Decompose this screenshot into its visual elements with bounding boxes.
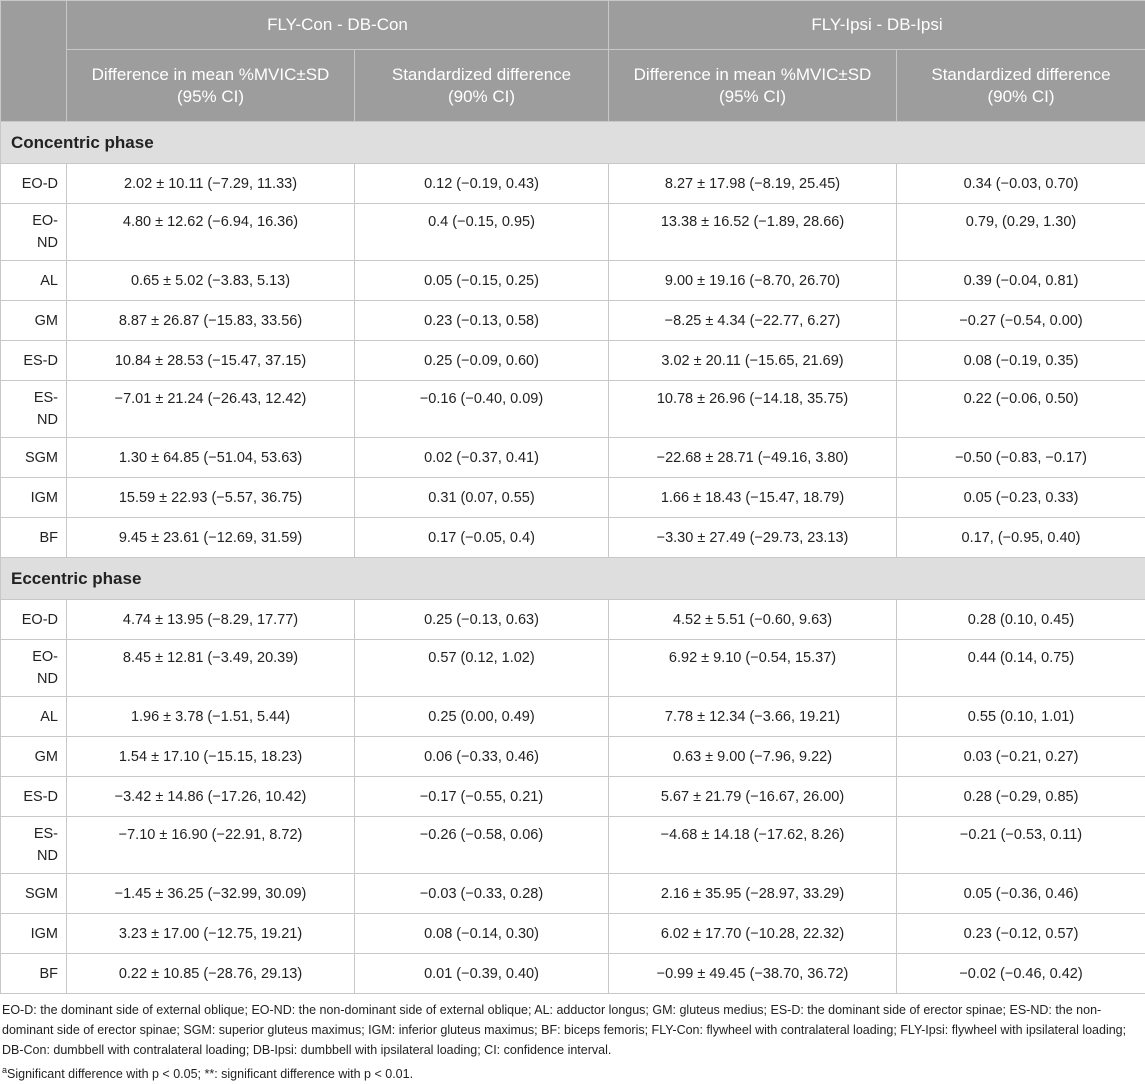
- std-con-cell: −0.16 (−0.40, 0.09): [355, 381, 609, 438]
- abbreviations-note: EO-D: the dominant side of external oblique; EO-ND: the non-dominant side of external oblique; AL: adductor longus; GM: gluteus medius; ES-D: the dominant side of erector spinae; ES-ND: the non-dominant side of erector spinae; SGM: superior gluteus maximus; IGM: inferior gluteus maximus; BF: biceps femoris; FLY-Con: flywheel with contralateral loading; FLY-Ipsi: flywheel with ipsilateral loading; DB-Con: dumbbell with contralateral loading; DB-Ipsi: dumbbell with ipsilateral loading; CI: confidence interval.: [2, 1000, 1143, 1060]
- table-row: [1, 381, 1145, 438]
- std-con-cell: 0.23 (−0.13, 0.58): [355, 301, 609, 341]
- std-con-cell: −0.17 (−0.55, 0.21): [355, 777, 609, 817]
- diff-ipsi-cell: −22.68 ± 28.71 (−49.16, 3.80): [609, 438, 897, 478]
- diff-ipsi-cell: 3.02 ± 20.11 (−15.65, 21.69): [609, 341, 897, 381]
- table-row: [1, 164, 1145, 204]
- std-ipsi-cell: −0.02 (−0.46, 0.42): [897, 954, 1145, 994]
- std-con-cell: 0.17 (−0.05, 0.4): [355, 518, 609, 558]
- diff-con-cell: 15.59 ± 22.93 (−5.57, 36.75): [67, 478, 355, 518]
- diff-con-cell: 9.45 ± 23.61 (−12.69, 31.59): [67, 518, 355, 558]
- diff-con-cell: 1.96 ± 3.78 (−1.51, 5.44): [67, 697, 355, 737]
- diff-con-cell: 4.74 ± 13.95 (−8.29, 17.77): [67, 600, 355, 640]
- table-row: [1, 737, 1145, 777]
- diff-con-cell: −7.10 ± 16.90 (−22.91, 8.72): [67, 817, 355, 874]
- std-con-cell: 0.57 (0.12, 1.02): [355, 640, 609, 697]
- diff-ipsi-cell: 10.78 ± 26.96 (−14.18, 35.75): [609, 381, 897, 438]
- std-ipsi-cell: 0.23 (−0.12, 0.57): [897, 914, 1145, 954]
- std-ipsi-cell: 0.03 (−0.21, 0.27): [897, 737, 1145, 777]
- std-con-cell: 0.4 (−0.15, 0.95): [355, 204, 609, 261]
- std-con-cell: −0.26 (−0.58, 0.06): [355, 817, 609, 874]
- group-header-con: FLY-Con - DB-Con: [67, 1, 609, 50]
- std-con-cell: 0.12 (−0.19, 0.43): [355, 164, 609, 204]
- std-con-cell: 0.01 (−0.39, 0.40): [355, 954, 609, 994]
- col-header-line: (95% CI): [177, 87, 244, 106]
- muscle-label: ES-D: [1, 341, 67, 381]
- col-header-line: (90% CI): [987, 87, 1054, 106]
- muscle-label: ES- ND: [1, 381, 67, 438]
- col-header-line: Standardized difference: [392, 65, 571, 84]
- std-ipsi-cell: −0.50 (−0.83, −0.17): [897, 438, 1145, 478]
- muscle-label: AL: [1, 697, 67, 737]
- diff-con-cell: 8.87 ± 26.87 (−15.83, 33.56): [67, 301, 355, 341]
- diff-ipsi-cell: 9.00 ± 19.16 (−8.70, 26.70): [609, 261, 897, 301]
- diff-ipsi-cell: −0.99 ± 49.45 (−38.70, 36.72): [609, 954, 897, 994]
- std-ipsi-cell: 0.34 (−0.03, 0.70): [897, 164, 1145, 204]
- std-ipsi-cell: 0.05 (−0.23, 0.33): [897, 478, 1145, 518]
- std-ipsi-cell: 0.08 (−0.19, 0.35): [897, 341, 1145, 381]
- std-con-cell: 0.25 (−0.13, 0.63): [355, 600, 609, 640]
- std-ipsi-cell: 0.44 (0.14, 0.75): [897, 640, 1145, 697]
- group-header-ipsi: FLY-Ipsi - DB-Ipsi: [609, 1, 1145, 50]
- table-header: [1, 1, 1145, 122]
- diff-ipsi-cell: −4.68 ± 14.18 (−17.62, 8.26): [609, 817, 897, 874]
- diff-ipsi-cell: 8.27 ± 17.98 (−8.19, 25.45): [609, 164, 897, 204]
- muscle-label: ES- ND: [1, 817, 67, 874]
- std-con-cell: 0.06 (−0.33, 0.46): [355, 737, 609, 777]
- diff-ipsi-cell: −8.25 ± 4.34 (−22.77, 6.27): [609, 301, 897, 341]
- col-header-line: (90% CI): [448, 87, 515, 106]
- table-row: [1, 478, 1145, 518]
- col-header-line: (95% CI): [719, 87, 786, 106]
- diff-ipsi-cell: 7.78 ± 12.34 (−3.66, 19.21): [609, 697, 897, 737]
- diff-ipsi-cell: 4.52 ± 5.51 (−0.60, 9.63): [609, 600, 897, 640]
- muscle-label: AL: [1, 261, 67, 301]
- diff-ipsi-cell: 0.63 ± 9.00 (−7.96, 9.22): [609, 737, 897, 777]
- diff-con-cell: 1.30 ± 64.85 (−51.04, 53.63): [67, 438, 355, 478]
- diff-ipsi-cell: 2.16 ± 35.95 (−28.97, 33.29): [609, 874, 897, 914]
- muscle-label: IGM: [1, 478, 67, 518]
- std-ipsi-cell: 0.55 (0.10, 1.01): [897, 697, 1145, 737]
- table-row: [1, 204, 1145, 261]
- concentric-phase-title: Concentric phase: [1, 122, 1145, 164]
- std-ipsi-cell: 0.28 (−0.29, 0.85): [897, 777, 1145, 817]
- std-con-cell: 0.08 (−0.14, 0.30): [355, 914, 609, 954]
- col-header-line: Difference in mean %MVIC±SD: [92, 65, 330, 84]
- diff-con-cell: −1.45 ± 36.25 (−32.99, 30.09): [67, 874, 355, 914]
- muscle-label: BF: [1, 954, 67, 994]
- corner-cell: [1, 1, 67, 122]
- diff-con-cell: 0.65 ± 5.02 (−3.83, 5.13): [67, 261, 355, 301]
- table-row: [1, 341, 1145, 381]
- diff-ipsi-cell: 13.38 ± 16.52 (−1.89, 28.66): [609, 204, 897, 261]
- diff-ipsi-cell: 1.66 ± 18.43 (−15.47, 18.79): [609, 478, 897, 518]
- std-con-cell: 0.02 (−0.37, 0.41): [355, 438, 609, 478]
- table-row: [1, 914, 1145, 954]
- eccentric-phase-title: Eccentric phase: [1, 558, 1145, 600]
- std-con-cell: 0.05 (−0.15, 0.25): [355, 261, 609, 301]
- std-con-cell: 0.25 (−0.09, 0.60): [355, 341, 609, 381]
- std-ipsi-cell: 0.22 (−0.06, 0.50): [897, 381, 1145, 438]
- table-row: [1, 954, 1145, 994]
- diff-con-cell: 4.80 ± 12.62 (−6.94, 16.36): [67, 204, 355, 261]
- table-row: [1, 874, 1145, 914]
- diff-con-cell: 2.02 ± 10.11 (−7.29, 11.33): [67, 164, 355, 204]
- table-row: [1, 777, 1145, 817]
- table-row: [1, 301, 1145, 341]
- diff-con-cell: 3.23 ± 17.00 (−12.75, 19.21): [67, 914, 355, 954]
- significance-text: Significant difference with p < 0.05; **: significant difference with p < 0.01.: [7, 1067, 413, 1081]
- col-header-std-con: [355, 50, 609, 122]
- diff-con-cell: −3.42 ± 14.86 (−17.26, 10.42): [67, 777, 355, 817]
- muscle-label: EO- ND: [1, 640, 67, 697]
- col-header-diff-con: [67, 50, 355, 122]
- std-con-cell: 0.25 (0.00, 0.49): [355, 697, 609, 737]
- muscle-label: BF: [1, 518, 67, 558]
- muscle-label: EO-D: [1, 600, 67, 640]
- col-header-std-ipsi: [897, 50, 1145, 122]
- diff-con-cell: 8.45 ± 12.81 (−3.49, 20.39): [67, 640, 355, 697]
- diff-con-cell: 1.54 ± 17.10 (−15.15, 18.23): [67, 737, 355, 777]
- muscle-label: SGM: [1, 874, 67, 914]
- table-row: [1, 600, 1145, 640]
- table-row: [1, 261, 1145, 301]
- significance-marker: a: [2, 1065, 7, 1075]
- table-row: [1, 438, 1145, 478]
- std-ipsi-cell: 0.79, (0.29, 1.30): [897, 204, 1145, 261]
- table-row: [1, 640, 1145, 697]
- std-ipsi-cell: −0.21 (−0.53, 0.11): [897, 817, 1145, 874]
- table-row: [1, 697, 1145, 737]
- diff-con-cell: 10.84 ± 28.53 (−15.47, 37.15): [67, 341, 355, 381]
- std-con-cell: 0.31 (0.07, 0.55): [355, 478, 609, 518]
- muscle-label: IGM: [1, 914, 67, 954]
- muscle-label: GM: [1, 737, 67, 777]
- table-row: [1, 817, 1145, 874]
- muscle-label: GM: [1, 301, 67, 341]
- diff-ipsi-cell: 5.67 ± 21.79 (−16.67, 26.00): [609, 777, 897, 817]
- std-con-cell: −0.03 (−0.33, 0.28): [355, 874, 609, 914]
- diff-con-cell: −7.01 ± 21.24 (−26.43, 12.42): [67, 381, 355, 438]
- col-header-diff-ipsi: [609, 50, 897, 122]
- table-footnote: [0, 994, 1145, 1084]
- table-row: [1, 518, 1145, 558]
- col-header-line: Difference in mean %MVIC±SD: [634, 65, 872, 84]
- muscle-label: EO-D: [1, 164, 67, 204]
- diff-con-cell: 0.22 ± 10.85 (−28.76, 29.13): [67, 954, 355, 994]
- std-ipsi-cell: 0.28 (0.10, 0.45): [897, 600, 1145, 640]
- std-ipsi-cell: 0.05 (−0.36, 0.46): [897, 874, 1145, 914]
- muscle-label: SGM: [1, 438, 67, 478]
- diff-ipsi-cell: 6.02 ± 17.70 (−10.28, 22.32): [609, 914, 897, 954]
- std-ipsi-cell: −0.27 (−0.54, 0.00): [897, 301, 1145, 341]
- std-ipsi-cell: 0.17, (−0.95, 0.40): [897, 518, 1145, 558]
- diff-ipsi-cell: 6.92 ± 9.10 (−0.54, 15.37): [609, 640, 897, 697]
- std-ipsi-cell: 0.39 (−0.04, 0.81): [897, 261, 1145, 301]
- col-header-line: Standardized difference: [931, 65, 1110, 84]
- diff-ipsi-cell: −3.30 ± 27.49 (−29.73, 23.13): [609, 518, 897, 558]
- muscle-label: EO- ND: [1, 204, 67, 261]
- muscle-label: ES-D: [1, 777, 67, 817]
